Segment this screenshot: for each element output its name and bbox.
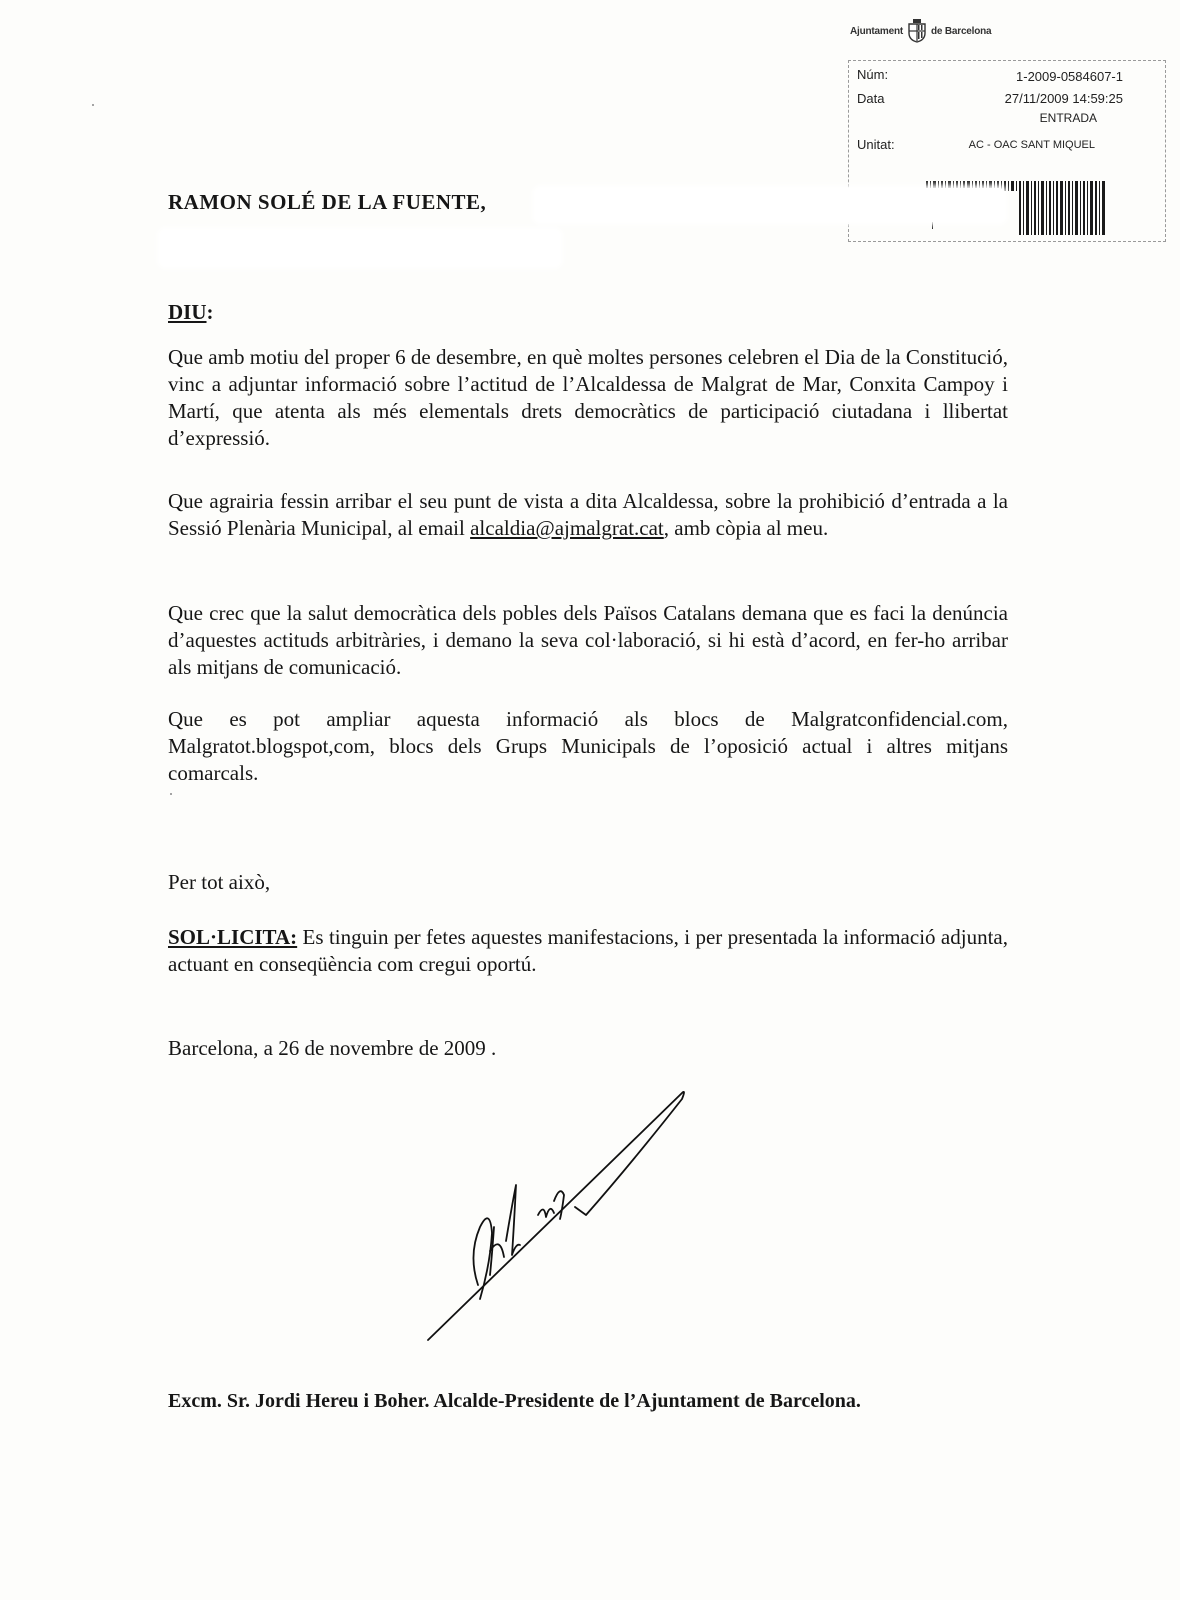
handwritten-signature [420, 1085, 720, 1355]
ajuntament-logo [850, 18, 1010, 44]
stamp-unit-value: AC - OAC SANT MIQUEL [968, 139, 1095, 151]
paragraph-1: Que amb motiu del proper 6 de desembre, en què moltes persones celebren el Dia de la Constitució, vinc a adjuntar informació sobre l’actitud de l’Alcaldessa de Malgrat de Mar, Conxita Campoy i Martí, que atenta als més elementals drets democràtics de participació ciutadana i llibertat d’expressió. [168, 345, 1008, 450]
stamp-type-value: ENTRADA [1039, 111, 1097, 125]
paragraph-3: Que crec que la salut democràtica dels pobles dels Països Catalans demana que es faci la denúncia d’aquestes actituds arbitràries, i demano la seva col·laboració, si hi està d’acord, en fer-ho arribar als mitjans de comunicació. [168, 601, 1008, 679]
solicita-text: Es tinguin per fetes aquestes manifestacions, i per presentada la informació adjunta, actuant en conseqüència com cregui oportú. [168, 925, 1008, 976]
diu-heading [168, 300, 214, 325]
paragraph-2-text-end: , amb còpia al meu. [663, 516, 829, 540]
solicita-label: SOL·LICITA: [168, 925, 298, 949]
paragraph-2-text: Que agrairia fessin arribar el seu punt de vista a dita Alcaldessa, sobre la prohibició d’entrada a la Sessió Plenària Municipal, al email [168, 489, 1008, 540]
per-tot-line: Per tot això, [168, 870, 271, 894]
redacted-area [160, 230, 560, 266]
redacted-area [535, 188, 1005, 222]
logo-text-left: Ajuntament [850, 25, 904, 37]
diu-word: DIU [168, 300, 207, 324]
stamp-unit-label: Unitat: [857, 137, 895, 152]
place-date: Barcelona, a 26 de novembre de 2009 . [168, 1036, 497, 1060]
addressee-footer: Excm. Sr. Jordi Hereu i Boher. Alcalde-Presidente de l’Ajuntament de Barcelona. [168, 1390, 861, 1412]
stamp-num-label: Núm: [857, 67, 889, 82]
solicita-paragraph [168, 924, 1008, 978]
stamp-date-value: 27/11/2009 14:59:25 [1004, 91, 1123, 106]
sender-name: RAMON SOLÉ DE LA FUENTE, [168, 190, 487, 214]
scan-speck [170, 793, 172, 795]
stamp-date-label: Data [857, 91, 885, 106]
stamp-num-value: 1-2009-0584607-1 [1016, 69, 1123, 84]
paragraph-4: Que es pot ampliar aquesta informació als blocs de Malgratconfidencial.com, Malgratot.blogspot,com, blocs dels Grups Municipals de l’oposició actual i altres mitjans comarcals. [168, 707, 1008, 785]
paragraph-2 [168, 488, 1008, 542]
email-link[interactable]: alcaldia@ajmalgrat.cat [470, 516, 664, 540]
logo-text-right: de Barcelona [931, 25, 992, 37]
diu-colon: : [206, 300, 214, 324]
barcelona-crest-icon [907, 19, 927, 43]
scan-speck [92, 104, 94, 106]
